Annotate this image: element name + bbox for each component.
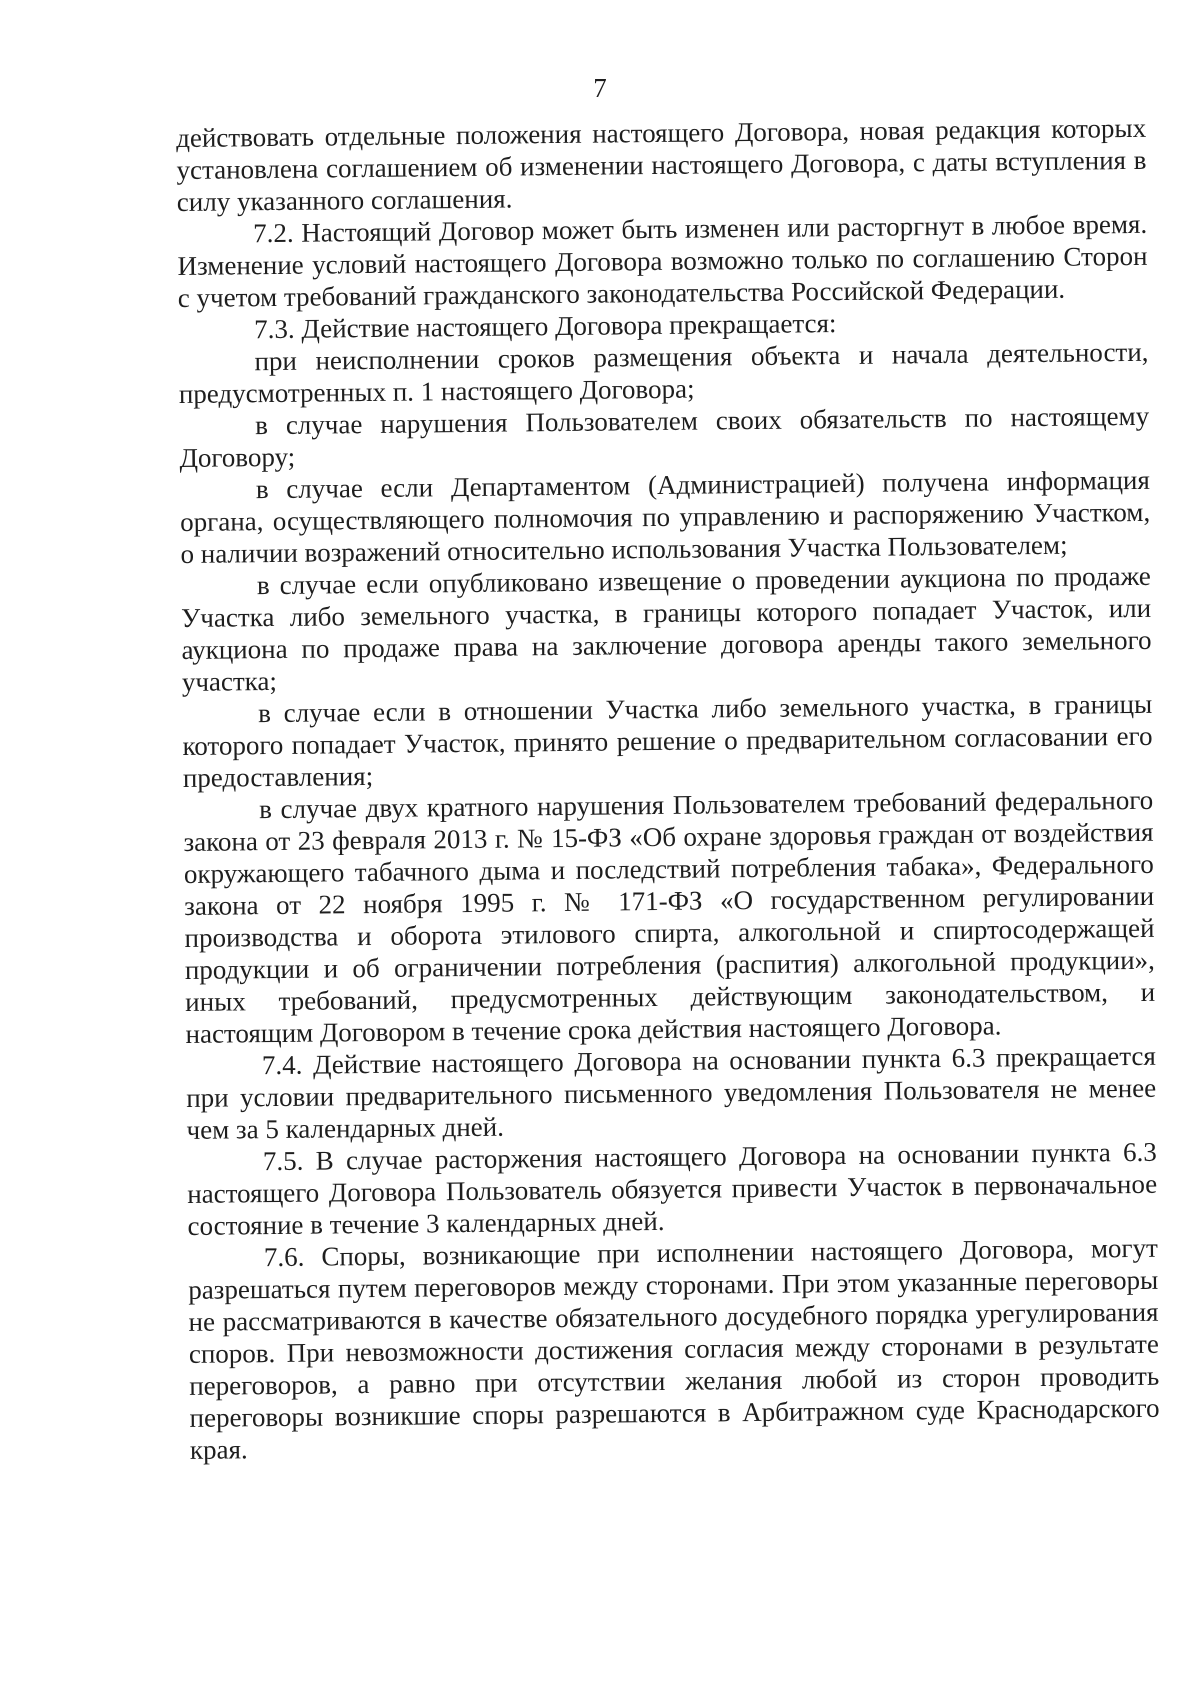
list-item-auction-notice: в случае если опубликовано извещение о проведении аукциона по продаже Участка либо земельного участка, в границы которого попадает Участок, или аукциона по продаже права на заключение договора аренды такого земельного участка; — [181, 560, 1152, 697]
list-item-objections: в случае если Департаментом (Администрацией) получена информация органа, осуществляющего полномочия по управлению и распоряжению Участком, о наличии возражений относительно использования Участка Пользователем; — [180, 464, 1151, 569]
list-item-preliminary-approval: в случае если в отношении Участка либо земельного участка, в границы которого попадает Участок, принято решение о предварительном согласовании его предоставления; — [182, 688, 1153, 793]
paragraph-continuation: действовать отдельные положения настоящего Договора, новая редакция которых установлена соглашением об изменении настоящего Договора, с даты вступления в силу указанного соглашения. — [176, 112, 1147, 217]
paragraph-7-6: 7.6. Споры, возникающие при исполнении настоящего Договора, могут разрешаться путем переговоров между сторонами. При этом указанные переговоры не рассматриваются в качестве обязательного досудебного порядка урегулирования споров. При невозможности достижения согласия между сторонами в результате переговоров, а равно при отсутствии желания любой из сторон проводить переговоры возникшие споры разрешаются в Арбитражном суде Краснодарского края. — [188, 1232, 1160, 1465]
paragraph-7-2: 7.2. Настоящий Договор может быть изменен или расторгнут в любое время. Изменение условий настоящего Договора возможно только по соглашению Сторон с учетом требований гражданского законодательства Российской Федерации. — [177, 208, 1148, 313]
paragraph-7-5: 7.5. В случае расторжения настоящего Договора на основании пункта 6.3 настоящего Договора Пользователь обязуется привести Участок в первоначальное состояние в течение 3 календарных дней. — [187, 1136, 1158, 1241]
document-body — [176, 112, 1160, 1466]
paragraph-7-3: 7.3. Действие настоящего Договора прекращается: — [254, 308, 837, 345]
page-number: 7 — [593, 73, 607, 103]
list-item-obligations-violation: в случае нарушения Пользователем своих обязательств по настоящему Договору; — [179, 400, 1150, 473]
list-item-terms-violation: при неисполнении сроков размещения объекта и начала деятельности, предусмотренных п. 1 настоящего Договора; — [178, 336, 1149, 409]
list-item-law-violation: в случае двух кратного нарушения Пользователем требований федерального закона от 23 февраля 2013 г. № 15-ФЗ «Об охране здоровья граждан от воздействия окружающего табачного дыма и последствий потребления табака», Федерального закона от 22 ноября 1995 г. № 171-ФЗ «О государственном регулировании производства и оборота этилового спирта, алкогольной и спиртосодержащей продукции и об ограничении потребления (распития) алкогольной продукции», иных требований, предусмотренных действующим законодательством, и настоящим Договором в течение срока действия настоящего Договора. — [183, 784, 1156, 1049]
paragraph-7-4: 7.4. Действие настоящего Договора на основании пункта 6.3 прекращается при условии предварительного письменного уведомления Пользователя не менее чем за 5 календарных дней. — [186, 1040, 1157, 1145]
